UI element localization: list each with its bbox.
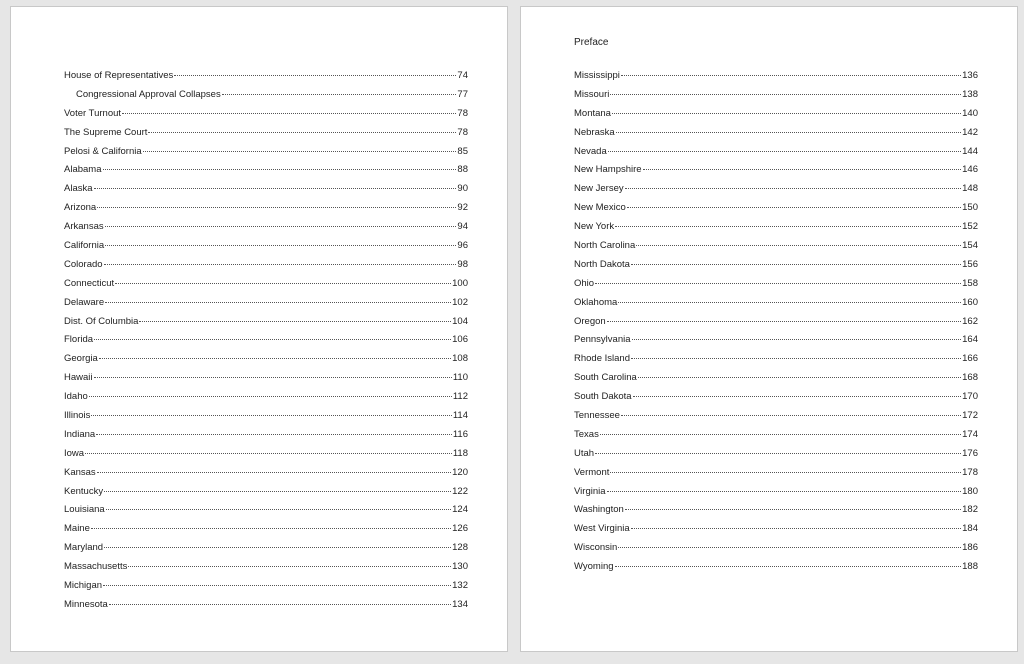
dot-leader bbox=[104, 264, 457, 265]
toc-entry[interactable] bbox=[64, 105, 468, 124]
toc-entry-page-number[interactable]: 134 bbox=[452, 598, 468, 610]
toc-entry-page-number[interactable]: 78 bbox=[457, 126, 468, 138]
toc-entry-page-number[interactable]: 92 bbox=[457, 202, 468, 214]
dot-leader bbox=[595, 283, 961, 284]
dot-leader bbox=[104, 547, 451, 548]
toc-entry-page-number[interactable]: 164 bbox=[962, 334, 978, 346]
toc-entry-title[interactable]: Michigan bbox=[64, 580, 103, 592]
toc-entry-page-number[interactable]: 102 bbox=[452, 296, 468, 308]
toc-entry-title[interactable]: Missouri bbox=[574, 88, 610, 100]
toc-entry-page-number[interactable]: 116 bbox=[452, 428, 468, 440]
dot-leader bbox=[91, 528, 451, 529]
toc-entry-page-number[interactable]: 108 bbox=[452, 353, 468, 365]
toc-entry[interactable] bbox=[574, 483, 978, 502]
dot-leader bbox=[631, 358, 961, 359]
dot-leader bbox=[222, 94, 457, 95]
dot-leader bbox=[615, 226, 961, 227]
toc-entry[interactable] bbox=[64, 558, 468, 577]
dot-leader bbox=[636, 245, 961, 246]
toc-entry[interactable] bbox=[64, 313, 468, 332]
toc-entry-page-number[interactable]: 124 bbox=[452, 504, 468, 516]
toc-entry[interactable] bbox=[574, 464, 978, 483]
dot-leader bbox=[99, 358, 451, 359]
dot-leader bbox=[94, 377, 452, 378]
toc-entry-page-number[interactable]: 162 bbox=[962, 315, 978, 327]
dot-leader bbox=[607, 491, 962, 492]
toc-entry[interactable] bbox=[574, 350, 978, 369]
toc-entry-title[interactable]: Nevada bbox=[574, 145, 607, 157]
toc-entry-title[interactable]: Alaska bbox=[64, 183, 93, 195]
toc-entry-page-number[interactable]: 126 bbox=[452, 523, 468, 535]
toc-entry-title[interactable]: House of Representatives bbox=[64, 70, 174, 81]
toc-entry-title[interactable]: West Virginia bbox=[574, 523, 630, 535]
dot-leader bbox=[97, 207, 456, 208]
toc-entry-page-number[interactable]: 172 bbox=[962, 410, 978, 422]
page-header: Preface bbox=[574, 37, 609, 48]
dot-leader bbox=[643, 169, 962, 170]
toc-entry-title[interactable]: Nebraska bbox=[574, 126, 615, 138]
toc-entry[interactable] bbox=[574, 124, 978, 143]
toc-entry-page-number[interactable]: 85 bbox=[457, 145, 468, 157]
dot-leader bbox=[103, 169, 457, 170]
toc-entry-title[interactable]: Wyoming bbox=[574, 561, 614, 573]
toc-entry-title[interactable]: Ohio bbox=[574, 277, 595, 289]
toc-entry[interactable] bbox=[574, 86, 978, 105]
dot-leader bbox=[103, 585, 451, 586]
toc-entry[interactable] bbox=[574, 143, 978, 162]
toc-entry-title[interactable]: Utah bbox=[574, 447, 595, 459]
toc-entry-page-number[interactable]: 168 bbox=[962, 372, 978, 384]
toc-entry-title[interactable]: Maryland bbox=[64, 542, 104, 554]
dot-leader bbox=[595, 453, 961, 454]
dot-leader bbox=[600, 434, 961, 435]
toc-entry[interactable] bbox=[574, 180, 978, 199]
toc-entry-page-number[interactable]: 74 bbox=[457, 70, 468, 81]
toc-entry-page-number[interactable]: 186 bbox=[962, 542, 978, 554]
toc-entry[interactable] bbox=[64, 180, 468, 199]
toc-entry-title[interactable]: Connecticut bbox=[64, 277, 115, 289]
dot-leader bbox=[94, 339, 451, 340]
toc-entry[interactable] bbox=[64, 143, 468, 162]
toc-entry-title[interactable]: Louisiana bbox=[64, 504, 105, 516]
toc-entry-title[interactable]: New Mexico bbox=[574, 202, 626, 214]
toc-entry-title[interactable]: Congressional Approval Collapses bbox=[76, 88, 221, 100]
dot-leader bbox=[608, 151, 961, 152]
toc-entry[interactable] bbox=[64, 294, 468, 313]
document-page-right bbox=[520, 6, 1018, 652]
dot-leader bbox=[610, 94, 961, 95]
toc-entry-page-number[interactable]: 110 bbox=[452, 372, 468, 384]
toc-entry-page-number[interactable]: 146 bbox=[962, 164, 978, 176]
toc-entry-title[interactable]: South Carolina bbox=[574, 372, 637, 384]
toc-entry[interactable] bbox=[64, 161, 468, 180]
toc-entry-page-number[interactable]: 88 bbox=[457, 164, 468, 176]
toc-entry-title[interactable]: Iowa bbox=[64, 447, 85, 459]
toc-entry[interactable] bbox=[64, 218, 468, 237]
toc-entry-page-number[interactable]: 184 bbox=[962, 523, 978, 535]
toc-entry-title[interactable]: Washington bbox=[574, 504, 624, 516]
toc-entry[interactable] bbox=[64, 596, 468, 615]
toc-entry-page-number[interactable]: 160 bbox=[962, 296, 978, 308]
toc-entry-title[interactable]: Florida bbox=[64, 334, 94, 346]
toc-entry[interactable] bbox=[574, 407, 978, 426]
toc-entry[interactable] bbox=[574, 275, 978, 294]
dot-leader bbox=[625, 188, 962, 189]
toc-entry-page-number[interactable]: 96 bbox=[457, 240, 468, 252]
toc-entry[interactable] bbox=[574, 161, 978, 180]
toc-entry[interactable] bbox=[574, 558, 978, 577]
toc-entry-page-number[interactable]: 77 bbox=[457, 88, 468, 100]
toc-entry[interactable] bbox=[64, 256, 468, 275]
toc-entry-page-number[interactable]: 120 bbox=[452, 466, 468, 478]
toc-entry-title[interactable]: The Supreme Court bbox=[64, 126, 148, 138]
dot-leader bbox=[607, 321, 961, 322]
toc-entry-title[interactable]: Oregon bbox=[574, 315, 606, 327]
dot-leader bbox=[625, 509, 961, 510]
toc-entry-page-number[interactable]: 100 bbox=[452, 277, 468, 289]
toc-entry[interactable] bbox=[574, 105, 978, 124]
toc-entry-page-number[interactable]: 138 bbox=[962, 88, 978, 100]
toc-entry[interactable] bbox=[574, 256, 978, 275]
toc-entry-title[interactable]: Kansas bbox=[64, 466, 96, 478]
toc-entry-page-number[interactable]: 132 bbox=[452, 580, 468, 592]
toc-entry-title[interactable]: Hawaii bbox=[64, 372, 93, 384]
toc-entry-title[interactable]: Delaware bbox=[64, 296, 105, 308]
dot-leader bbox=[91, 415, 451, 416]
toc-entry-title[interactable]: Dist. Of Columbia bbox=[64, 315, 139, 327]
toc-entry-title[interactable]: New Jersey bbox=[574, 183, 624, 195]
toc-entry-title[interactable]: Tennessee bbox=[574, 410, 620, 422]
toc-entry[interactable] bbox=[574, 67, 978, 86]
dot-leader bbox=[610, 472, 961, 473]
document-page-left bbox=[10, 6, 508, 652]
toc-entry[interactable] bbox=[64, 237, 468, 256]
toc-entry-title[interactable]: Indiana bbox=[64, 428, 96, 440]
dot-leader bbox=[618, 547, 961, 548]
toc-entry-title[interactable]: Montana bbox=[574, 107, 611, 119]
toc-entry-page-number[interactable]: 166 bbox=[962, 353, 978, 365]
toc-entry-page-number[interactable]: 174 bbox=[962, 428, 978, 440]
dot-leader bbox=[94, 188, 457, 189]
toc-entry[interactable] bbox=[64, 275, 468, 294]
toc-entry-page-number[interactable]: 140 bbox=[962, 107, 978, 119]
dot-leader bbox=[85, 453, 452, 454]
toc-entry-title[interactable]: Rhode Island bbox=[574, 353, 630, 365]
dot-leader bbox=[633, 396, 962, 397]
toc-entry[interactable] bbox=[574, 369, 978, 388]
toc-entry-page-number[interactable]: 90 bbox=[457, 183, 468, 195]
toc-entry[interactable] bbox=[64, 464, 468, 483]
toc-entry[interactable] bbox=[64, 124, 468, 143]
toc-entry-page-number[interactable]: 176 bbox=[962, 447, 978, 459]
toc-entry-page-number[interactable]: 78 bbox=[457, 107, 468, 119]
toc-entry-page-number[interactable]: 114 bbox=[452, 410, 468, 422]
toc-entry-page-number[interactable]: 188 bbox=[962, 561, 978, 573]
toc-entry[interactable] bbox=[64, 67, 468, 86]
table-of-contents-right bbox=[574, 67, 978, 577]
toc-entry-title[interactable]: Arizona bbox=[64, 202, 97, 214]
toc-entry[interactable] bbox=[574, 520, 978, 539]
toc-entry[interactable] bbox=[574, 294, 978, 313]
toc-entry-title[interactable]: Oklahoma bbox=[574, 296, 618, 308]
toc-entry-page-number[interactable]: 152 bbox=[962, 221, 978, 233]
toc-entry-page-number[interactable]: 156 bbox=[962, 258, 978, 270]
dot-leader bbox=[174, 75, 456, 76]
toc-entry-title[interactable]: New York bbox=[574, 221, 615, 233]
toc-entry-page-number[interactable]: 122 bbox=[452, 485, 468, 497]
toc-entry-title[interactable]: Mississippi bbox=[574, 70, 620, 81]
dot-leader bbox=[139, 321, 451, 322]
dot-leader bbox=[621, 75, 961, 76]
toc-entry[interactable] bbox=[574, 426, 978, 445]
toc-entry-page-number[interactable]: 128 bbox=[452, 542, 468, 554]
toc-entry-page-number[interactable]: 158 bbox=[962, 277, 978, 289]
toc-entry-title[interactable]: Colorado bbox=[64, 258, 103, 270]
dot-leader bbox=[143, 151, 457, 152]
toc-entry-title[interactable]: Arkansas bbox=[64, 221, 104, 233]
table-of-contents-left bbox=[64, 67, 468, 615]
toc-entry-title[interactable]: New Hampshire bbox=[574, 164, 642, 176]
toc-entry-title[interactable]: Illinois bbox=[64, 410, 91, 422]
toc-entry[interactable] bbox=[64, 577, 468, 596]
toc-entry-page-number[interactable]: 104 bbox=[452, 315, 468, 327]
toc-entry-page-number[interactable]: 94 bbox=[457, 221, 468, 233]
toc-entry-title[interactable]: Pelosi & California bbox=[64, 145, 142, 157]
dot-leader bbox=[104, 491, 451, 492]
toc-entry-title[interactable]: California bbox=[64, 240, 105, 252]
toc-entry[interactable] bbox=[574, 199, 978, 218]
dot-leader bbox=[632, 339, 962, 340]
dot-leader bbox=[631, 264, 961, 265]
toc-entry-page-number[interactable]: 180 bbox=[962, 485, 978, 497]
toc-entry[interactable] bbox=[574, 237, 978, 256]
dot-leader bbox=[128, 566, 451, 567]
toc-entry[interactable] bbox=[64, 86, 468, 105]
toc-entry-title[interactable]: Alabama bbox=[64, 164, 102, 176]
dot-leader bbox=[627, 207, 961, 208]
toc-entry-title[interactable]: Minnesota bbox=[64, 598, 108, 610]
toc-entry-title[interactable]: North Dakota bbox=[574, 258, 630, 270]
toc-entry-title[interactable]: Maine bbox=[64, 523, 90, 535]
toc-entry-title[interactable]: Kentucky bbox=[64, 485, 104, 497]
toc-entry[interactable] bbox=[574, 218, 978, 237]
dot-leader bbox=[616, 132, 961, 133]
toc-entry-title[interactable]: Idaho bbox=[64, 391, 88, 403]
toc-entry[interactable] bbox=[64, 407, 468, 426]
toc-entry-page-number[interactable]: 136 bbox=[962, 70, 978, 81]
toc-entry[interactable] bbox=[64, 388, 468, 407]
dot-leader bbox=[122, 113, 456, 114]
toc-entry[interactable] bbox=[64, 483, 468, 502]
toc-entry[interactable] bbox=[64, 350, 468, 369]
toc-entry-page-number[interactable]: 144 bbox=[962, 145, 978, 157]
toc-entry-title[interactable]: Texas bbox=[574, 428, 599, 440]
toc-entry-title[interactable]: Virginia bbox=[574, 485, 606, 497]
toc-entry-page-number[interactable]: 150 bbox=[962, 202, 978, 214]
toc-entry-title[interactable]: Wisconsin bbox=[574, 542, 618, 554]
toc-entry[interactable] bbox=[574, 445, 978, 464]
toc-entry-title[interactable]: Massachusetts bbox=[64, 561, 128, 573]
toc-entry[interactable] bbox=[64, 331, 468, 350]
dot-leader bbox=[105, 302, 451, 303]
toc-entry[interactable] bbox=[64, 199, 468, 218]
dot-leader bbox=[615, 566, 962, 567]
toc-entry[interactable] bbox=[574, 331, 978, 350]
toc-entry-title[interactable]: South Dakota bbox=[574, 391, 632, 403]
dot-leader bbox=[105, 245, 456, 246]
toc-entry-title[interactable]: Vermont bbox=[574, 466, 610, 478]
toc-entry-page-number[interactable]: 106 bbox=[452, 334, 468, 346]
toc-entry[interactable] bbox=[64, 520, 468, 539]
toc-entry[interactable] bbox=[64, 426, 468, 445]
dot-leader bbox=[105, 226, 457, 227]
dot-leader bbox=[115, 283, 451, 284]
toc-entry-title[interactable]: Georgia bbox=[64, 353, 98, 365]
toc-entry-page-number[interactable]: 112 bbox=[452, 391, 468, 403]
toc-entry-title[interactable]: Voter Turnout bbox=[64, 107, 122, 119]
dot-leader bbox=[618, 302, 961, 303]
toc-entry-page-number[interactable]: 148 bbox=[962, 183, 978, 195]
toc-entry[interactable] bbox=[574, 501, 978, 520]
toc-entry[interactable] bbox=[64, 445, 468, 464]
dot-leader bbox=[97, 472, 451, 473]
toc-entry[interactable] bbox=[64, 539, 468, 558]
toc-entry-title[interactable]: North Carolina bbox=[574, 240, 636, 252]
dot-leader bbox=[109, 604, 451, 605]
toc-entry-page-number[interactable]: 170 bbox=[962, 391, 978, 403]
dot-leader bbox=[148, 132, 456, 133]
dot-leader bbox=[631, 528, 962, 529]
toc-entry-page-number[interactable]: 154 bbox=[962, 240, 978, 252]
toc-entry[interactable] bbox=[64, 501, 468, 520]
toc-entry-page-number[interactable]: 118 bbox=[452, 447, 468, 459]
dot-leader bbox=[96, 434, 452, 435]
dot-leader bbox=[621, 415, 961, 416]
toc-entry-page-number[interactable]: 178 bbox=[962, 466, 978, 478]
dot-leader bbox=[89, 396, 452, 397]
dot-leader bbox=[106, 509, 451, 510]
toc-entry-page-number[interactable]: 142 bbox=[962, 126, 978, 138]
toc-entry[interactable] bbox=[574, 539, 978, 558]
toc-entry[interactable] bbox=[574, 388, 978, 407]
toc-entry-page-number[interactable]: 130 bbox=[452, 561, 468, 573]
toc-entry[interactable] bbox=[574, 313, 978, 332]
toc-entry-title[interactable]: Pennsylvania bbox=[574, 334, 631, 346]
dot-leader bbox=[612, 113, 961, 114]
toc-entry-page-number[interactable]: 98 bbox=[457, 258, 468, 270]
toc-entry-page-number[interactable]: 182 bbox=[962, 504, 978, 516]
dot-leader bbox=[638, 377, 961, 378]
toc-entry[interactable] bbox=[64, 369, 468, 388]
